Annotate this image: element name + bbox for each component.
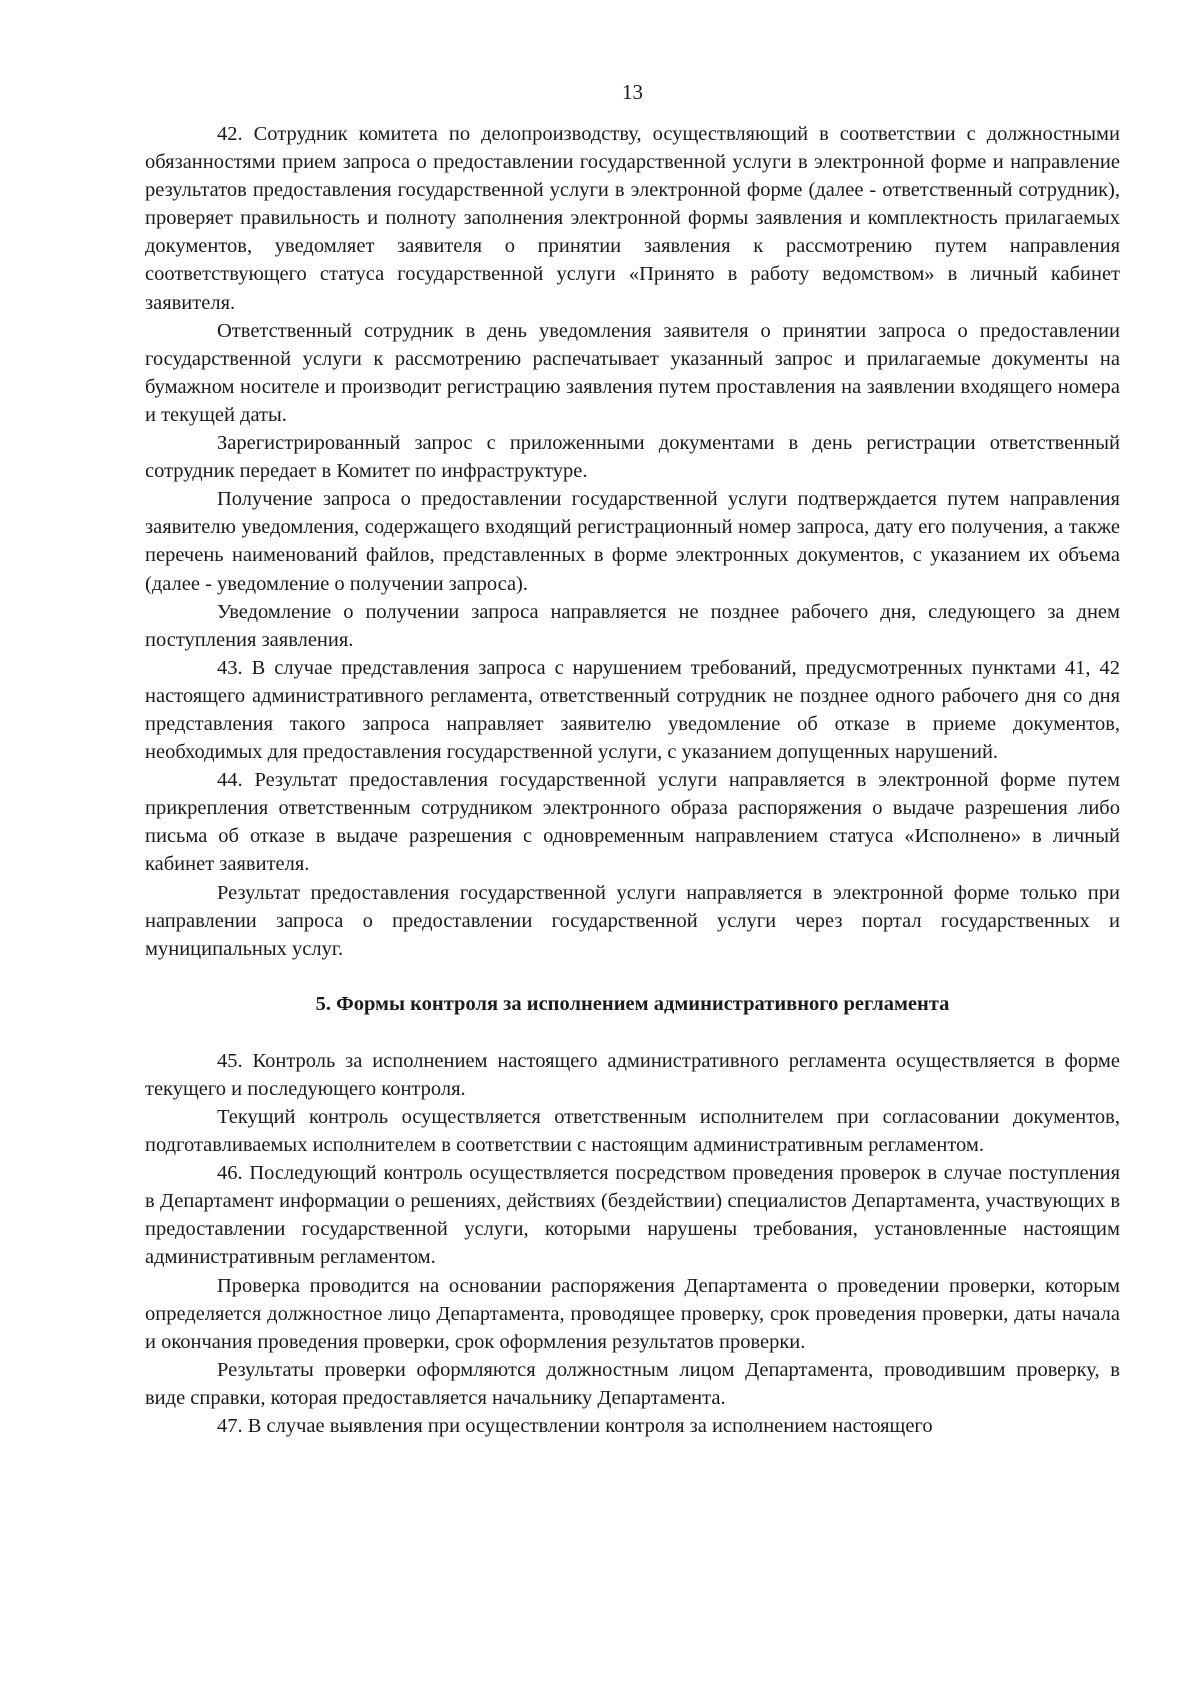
paragraph-inspection: Проверка проводится на основании распоряжения Департамента о проведении проверки, которым определяется должностное лицо Департамента, проводящее проверку, срок проведения проверки, даты начала и окончания проведения проверки, срок оформления результатов проверки. [145,1274,1120,1353]
paragraph-45: 45. Контроль за исполнением настоящего административного регламента осуществляется в форме текущего и последующего контроля. [145,1049,1120,1100]
paragraph-43: 43. В случае представления запроса с нарушением требований, предусмотренных пунктами 41, 42 настоящего административного регламента, ответственный сотрудник не позднее одного рабочего дня со дня представления такого запроса направляет заявителю уведомление об отказе в приеме документов, необходимых для предоставления государственной услуги, с указанием допущенных нарушений. [145,656,1120,764]
paragraph-46: 46. Последующий контроль осуществляется посредством проведения проверок в случае поступления в Департамент информации о решениях, действиях (бездействии) специалистов Департамента, участвующих в предоставлении государственной услуги, которыми нарушены требования, установленные настоящим административным регламентом. [145,1162,1120,1269]
paragraph-current-control: Текущий контроль осуществляется ответственным исполнителем при согласовании документов, подготавливаемых исполнителем в соответствии с настоящим административным регламентом. [145,1106,1120,1157]
paragraph-receipt-notification: Уведомление о получении запроса направляется не позднее рабочего дня, следующего за днем поступления заявления. [145,600,1120,651]
paragraph-47: 47. В случае выявления при осуществлении контроля за исполнением настоящего [217,1415,933,1438]
section-heading: 5. Формы контроля за исполнением административного регламента [315,992,950,1015]
paragraph-result-electronic: Результат предоставления государственной услуги направляется в электронной форме только при направлении запроса о предоставлении государственной услуги через портал государственных и муниципальных услуг. [145,881,1120,960]
paragraph-42: 42. Сотрудник комитета по делопроизводству, осуществляющий в соответствии с должностными обязанностями прием запроса о предоставлении государственной услуги в электронной форме и направление результатов предоставления государственной услуги в электронной форме (далее - ответственный сотрудник), проверяет правильность и полноту заполнения электронной формы заявления и комплектность прилагаемых документов, уведомляет заявителя о принятии заявления к рассмотрению путем направления соответствующего статуса государственной услуги «Принято в работу ведомством» в личный кабинет заявителя. [145,123,1120,314]
paragraph-responsible-employee: Ответственный сотрудник в день уведомления заявителя о принятии запроса о предоставлении государственной услуги к рассмотрению распечатывает указанный запрос и прилагаемые документы на бумажном носителе и производит регистрацию заявления путем проставления на заявлении входящего номера и текущей даты. [145,319,1120,426]
page-number: 13 [622,80,643,104]
paragraph-registered-request: Зарегистрированный запрос с приложенными документами в день регистрации ответственный сотрудник передает в Комитет по инфраструктуре. [145,432,1120,483]
paragraph-request-receipt: Получение запроса о предоставлении государственной услуги подтверждается путем направления заявителю уведомления, содержащего входящий регистрационный номер запроса, дату его получения, а также перечень наименований файлов, представленных в форме электронных документов, с указанием их объема (далее - уведомление о получении запроса). [145,488,1120,595]
paragraph-inspection-results: Результаты проверки оформляются должностным лицом Департамента, проводившим проверку, в виде справки, которая предоставляется начальнику Департамента. [145,1358,1120,1409]
paragraph-44: 44. Результат предоставления государственной услуги направляется в электронной форме путем прикрепления ответственным сотрудником электронного образа распоряжения о выдаче разрешения либо письма об отказе в выдаче разрешения с одновременным направлением статуса «Исполнено» в личный кабинет заявителя. [145,769,1120,876]
